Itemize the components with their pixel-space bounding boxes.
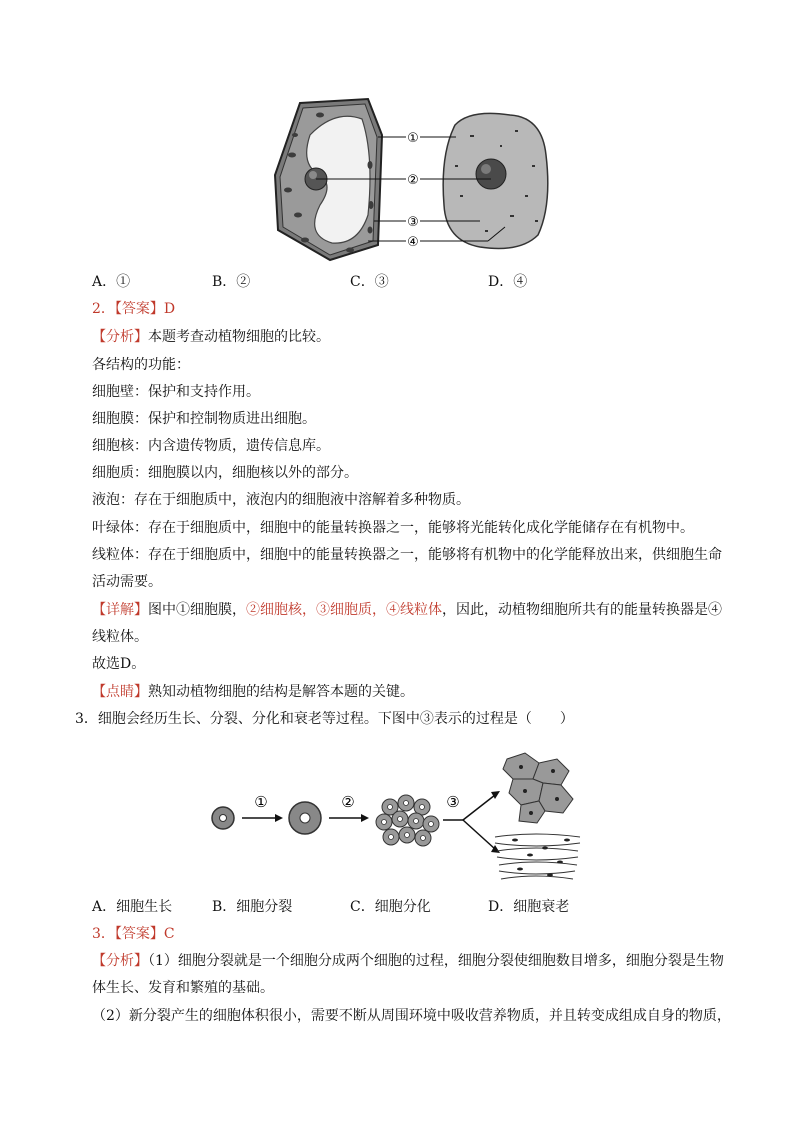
q2-answer-tag: 2．【答案】 — [92, 301, 164, 317]
q3-analysis-cont: 体生长、发育和繁殖的基础。 — [92, 980, 274, 996]
q3-analysis — [92, 951, 724, 971]
q2-analysis — [92, 327, 330, 347]
q2-function-line: 叶绿体：存在于细胞质中，细胞中的能量转换器之一，能够将光能转化成化学能储存在有机物中。 — [92, 520, 694, 536]
q2-answer-value: D — [163, 301, 176, 317]
q2-function-line: 活动需要。 — [92, 574, 162, 590]
q2-analysis-text: 本题考查动植物细胞的比较。 — [148, 329, 330, 345]
figure1-label-2: ② — [407, 173, 419, 188]
q2-analysis-tag: 【分析】 — [92, 329, 148, 345]
q2-detail-text: 图中①细胞膜， — [148, 602, 246, 618]
q3-analysis-text: （1）细胞分裂就是一个细胞分成两个细胞的过程，细胞分裂使细胞数目增多，细胞分裂是生物 — [148, 953, 724, 969]
q2-tip — [92, 682, 414, 702]
q2-tip-text: 熟知动植物细胞的结构是解答本题的关键。 — [148, 684, 414, 700]
q3-option-c: C．细胞分化 — [350, 899, 431, 915]
q2-function-line: 细胞质：细胞膜以内，细胞核以外的部分。 — [92, 465, 358, 481]
q2-function-line: 细胞核：内含遗传物质，遗传信息库。 — [92, 438, 330, 454]
q2-detail — [92, 600, 722, 620]
q2-tip-tag: 【点睛】 — [92, 684, 148, 700]
q2-function-line: 细胞膜：保护和控制物质进出细胞。 — [92, 411, 316, 427]
animal-nucleus — [476, 159, 506, 189]
q2-choice: 故选D。 — [92, 656, 146, 672]
figure1-label-3: ③ — [407, 215, 419, 230]
q3-answer-tag: 3．【答案】 — [92, 926, 164, 942]
cell-comparison-figure — [270, 95, 560, 267]
q3-option-a: A．细胞生长 — [92, 899, 173, 915]
q2-option-c: C．③ — [350, 274, 389, 290]
q3-option-b: B．细胞分裂 — [212, 899, 293, 915]
q2-function-line: 液泡：存在于细胞质中，液泡内的细胞液中溶解着多种物质。 — [92, 492, 470, 508]
q2-detail-highlight: ②细胞核，③细胞质，④线粒体 — [246, 602, 442, 618]
figure1-label-4: ④ — [407, 235, 419, 250]
process-label-3: ③ — [446, 793, 460, 811]
q2-detail-cont: 线粒体。 — [92, 629, 148, 645]
q3-answer — [92, 924, 175, 944]
process-label-2: ② — [341, 793, 355, 811]
q3-analysis-tag: 【分析】 — [92, 953, 148, 969]
q2-function-line: 线粒体：存在于细胞质中，细胞中的能量转换器之一，能够将有机物中的化学能释放出来，供细胞生命 — [92, 547, 722, 563]
q3-option-d: D．细胞衰老 — [488, 899, 570, 915]
q2-functions-intro: 各结构的功能： — [92, 357, 190, 373]
q2-answer — [92, 299, 175, 319]
cell-process-figure — [195, 745, 595, 890]
differentiated-tissue-a — [503, 753, 573, 823]
process-label-1: ① — [254, 793, 268, 811]
q2-option-a: A．① — [92, 274, 131, 290]
q3-answer-value: C — [163, 926, 175, 942]
q2-detail-tag: 【详解】 — [92, 602, 148, 618]
q3-question: 3．细胞会经历生长、分裂、分化和衰老等过程。下图中③表示的过程是（ ） — [75, 711, 574, 727]
q2-detail-text: ，因此，动植物细胞所共有的能量转换器是④ — [442, 602, 722, 618]
figure1-label-1: ① — [407, 131, 419, 146]
q3-analysis-cont: （2）新分裂产生的细胞体积很小，需要不断从周围环境中吸收营养物质，并且转变成组成自身的物质， — [92, 1008, 731, 1024]
q2-option-b: B．② — [212, 274, 251, 290]
q2-function-line: 细胞壁：保护和支持作用。 — [92, 384, 260, 400]
q2-option-d: D．④ — [488, 274, 528, 290]
